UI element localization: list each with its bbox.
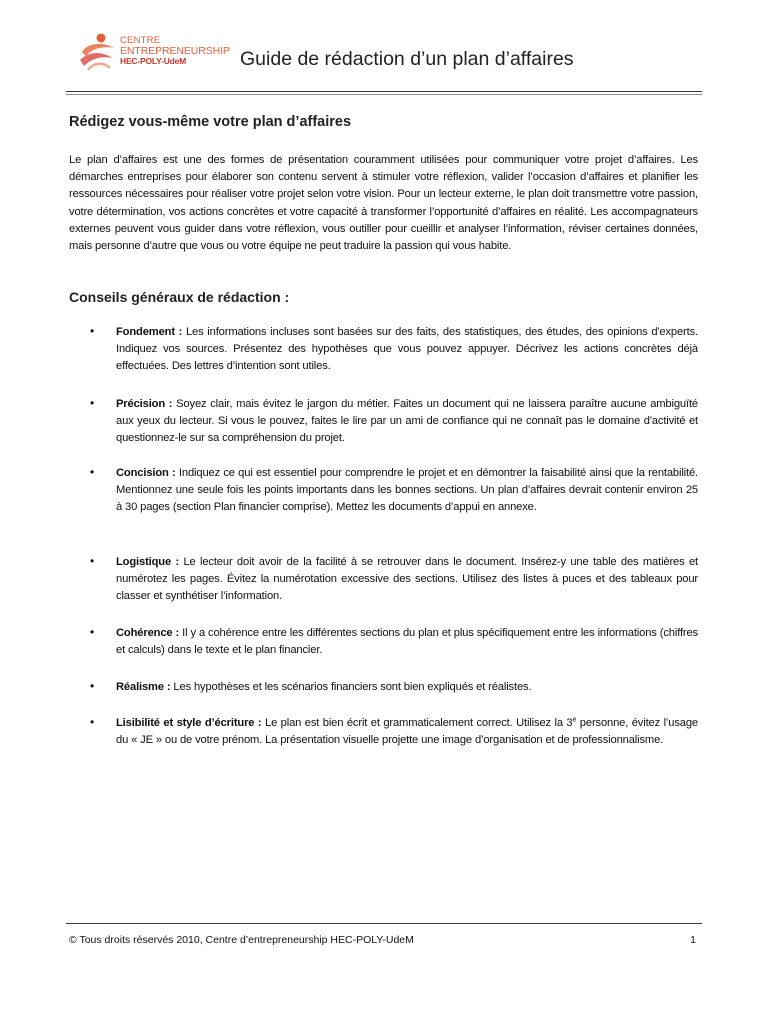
logo-figure-icon xyxy=(74,30,120,76)
list-item-realisme xyxy=(116,679,698,696)
footer-divider xyxy=(66,923,702,924)
item-label: Cohérence : xyxy=(116,627,180,639)
bullet-icon: • xyxy=(90,324,95,338)
section-heading-redigez: Rédigez vous-même votre plan d’affaires xyxy=(69,114,352,130)
logo-line-1: CENTRE xyxy=(120,35,161,46)
item-text: Indiquez ce qui est essentiel pour comprendre le projet et en démontrer la faisabilité ainsi que la rentabilité. Mentionnez une seule fois les points importants dans les bonnes sections. Un plan d’affaires devrait contenir environ 25 à 30 pages (section Plan financier comprise). Mettez les documents d’appui en annexe. xyxy=(116,467,698,514)
bullet-icon: • xyxy=(90,715,95,729)
logo-line-2: ENTREPRENEURSHIP xyxy=(120,45,230,57)
list-item-concision xyxy=(116,465,698,517)
superscript-e: e xyxy=(572,716,577,724)
logo-line-3: HEC-POLY-UdeM xyxy=(120,56,187,66)
bullet-icon: • xyxy=(90,396,95,410)
item-text-before: Le plan est bien écrit et grammaticalement correct. Utilisez la 3 xyxy=(261,717,573,729)
item-label: Lisibilité et style d’écriture : xyxy=(116,717,262,729)
item-text: Le lecteur doit avoir de la facilité à se retrouver dans le document. Insérez-y une table des matières et numérotez les pages. Évitez la numérotation excessive des sections. Utilisez des listes à puces et des tableaux pour classer et synthétiser l’information. xyxy=(116,556,699,603)
item-label: Concision : xyxy=(116,467,176,479)
header-divider xyxy=(66,91,702,92)
list-item-coherence xyxy=(116,625,698,659)
page-number: 1 xyxy=(690,934,696,946)
item-text-after: personne, évitez l’usage du « JE » ou de votre prénom. La présentation visuelle projette une image d’organisation et de professionnalisme. xyxy=(116,717,698,747)
section-heading-conseils: Conseils généraux de rédaction : xyxy=(69,289,290,305)
list-item-precision xyxy=(116,396,698,448)
bullet-icon: • xyxy=(90,465,95,479)
item-label: Fondement : xyxy=(116,326,183,338)
header-divider-secondary xyxy=(66,94,702,95)
item-text: Les hypothèses et les scénarios financiers sont bien expliqués et réalistes. xyxy=(170,681,532,693)
document-title: Guide de rédaction d’un plan d’affaires xyxy=(240,48,574,70)
item-label: Réalisme : xyxy=(116,681,171,693)
logo-text xyxy=(120,36,230,66)
list-item-fondement xyxy=(116,324,698,376)
bullet-icon: • xyxy=(90,679,95,693)
intro-paragraph: Le plan d’affaires est une des formes de présentation couramment utilisées pour communiquer votre projet d’affaires. Les démarches entreprises pour élaborer son contenu servent à stimuler votre réflexion, valider l’occasion d’affaires et planifier les ressources nécessaires pour réaliser votre projet selon votre vision. Pour un lecteur externe, le plan doit transmettre votre passion, votre détermination, vos actions concrètes et votre capacité à transformer l’opportunité d’affaires en réalité. Les accompagnateurs externes peuvent vous guider dans votre réflexion, vous outiller pour cueillir et analyser l’information, réviser certaines données, mais personne d’autre que vous ou votre équipe ne peut traduire la passion qui vous habite. xyxy=(69,154,698,253)
bullet-icon: • xyxy=(90,554,95,568)
item-label: Précision : xyxy=(116,398,173,410)
footer-copyright: © Tous droits réservés 2010, Centre d’entrepreneurship HEC-POLY-UdeM xyxy=(69,934,414,946)
bullet-icon: • xyxy=(90,625,95,639)
list-item-lisibilite xyxy=(116,715,698,749)
item-text: Les informations incluses sont basées sur des faits, des statistiques, des études, des opinions d'experts. Indiquez vos sources. Présentez des hypothèses que vous pouvez appuyer. Décrivez les actions concrètes déjà effectuées. Des lettres d’intention sont utiles. xyxy=(116,326,698,373)
item-label: Logistique : xyxy=(116,556,180,568)
item-text: Soyez clair, mais évitez le jargon du métier. Faites un document qui ne laissera paraître aucune ambiguïté aux yeux du lecteur. Si vous le pouvez, faites le lire par un ami de confiance qui ne connaît pas le domaine d'activité et questionnez-le sur sa compréhension du projet. xyxy=(116,398,698,445)
item-text: Il y a cohérence entre les différentes sections du plan et plus spécifiquement entre les informations (chiffres et calculs) dans le texte et le plan financier. xyxy=(116,627,698,657)
list-item-logistique xyxy=(116,554,698,606)
centre-entrepreneurship-logo xyxy=(74,30,230,76)
